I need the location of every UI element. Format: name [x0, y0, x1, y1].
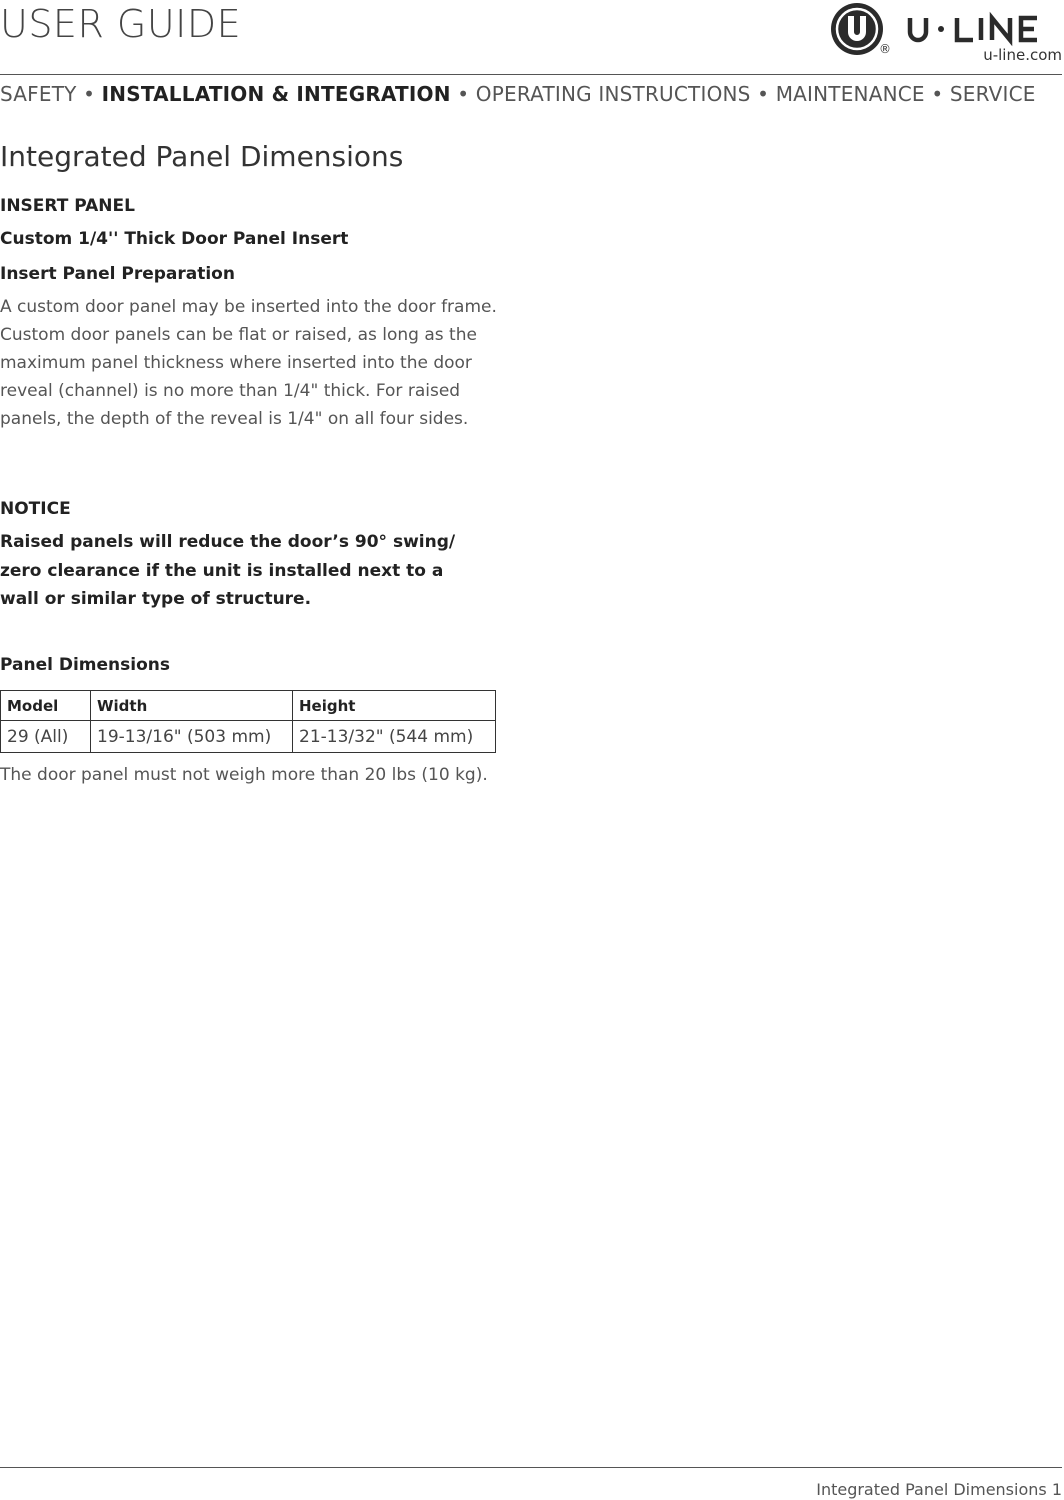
notice-text — [0, 528, 500, 614]
section-nav — [0, 82, 1062, 106]
brand-url: u-line.com — [983, 46, 1062, 64]
guide-title: USER GUIDE — [0, 2, 242, 46]
prep-line: panels, the depth of the reveal is 1/4" on all four sides. — [0, 409, 469, 429]
table-cell: 29 (All) — [1, 721, 91, 753]
prep-line: A custom door panel may be inserted into the door frame. — [0, 297, 497, 317]
section-heading: INSERT PANEL — [0, 196, 135, 216]
nav-item-maintenance: MAINTENANCE — [775, 82, 925, 106]
prep-line: Custom door panels can be flat or raised, as long as the — [0, 325, 477, 345]
table-row — [1, 721, 496, 753]
nav-item-installation: INSTALLATION & INTEGRATION — [101, 82, 451, 106]
dims-heading: Panel Dimensions — [0, 655, 170, 675]
notice-line: wall or similar type of structure. — [0, 589, 312, 609]
nav-separator: • — [457, 82, 476, 106]
nav-separator: • — [757, 82, 776, 106]
footer-divider — [0, 1467, 1062, 1468]
table-cell: 21-13/32" (544 mm) — [293, 721, 496, 753]
nav-item-safety: SAFETY — [0, 82, 77, 106]
uline-logo — [830, 2, 1062, 64]
nav-item-service: SERVICE — [949, 82, 1036, 106]
prep-heading: Insert Panel Preparation — [0, 264, 235, 284]
notice-heading: NOTICE — [0, 499, 71, 519]
page-title: Integrated Panel Dimensions — [0, 140, 404, 173]
prep-paragraph — [0, 293, 500, 433]
footer-label: Integrated Panel Dimensions 1 — [816, 1480, 1062, 1499]
subheading: Custom 1/4'' Thick Door Panel Insert — [0, 229, 349, 249]
registered-mark: ® — [879, 42, 891, 56]
notice-line: zero clearance if the unit is installed next to a — [0, 560, 444, 581]
prep-line: reveal (channel) is no more than 1/4" thick. For raised — [0, 381, 461, 401]
column-header: Model — [1, 691, 91, 721]
dimensions-table — [0, 690, 496, 753]
prep-line: maximum panel thickness where inserted into the door — [0, 353, 472, 373]
column-header: Height — [293, 691, 496, 721]
nav-item-operating: OPERATING INSTRUCTIONS — [475, 82, 751, 106]
table-cell: 19-13/16" (503 mm) — [91, 721, 293, 753]
weight-note: The door panel must not weigh more than 20 lbs (10 kg). — [0, 765, 488, 785]
table-header-row — [1, 691, 496, 721]
notice-line: Raised panels will reduce the door’s 90° swing/ — [0, 532, 456, 552]
nav-separator: • — [931, 82, 950, 106]
nav-separator: • — [83, 82, 102, 106]
column-header: Width — [91, 691, 293, 721]
header-divider — [0, 74, 1062, 75]
